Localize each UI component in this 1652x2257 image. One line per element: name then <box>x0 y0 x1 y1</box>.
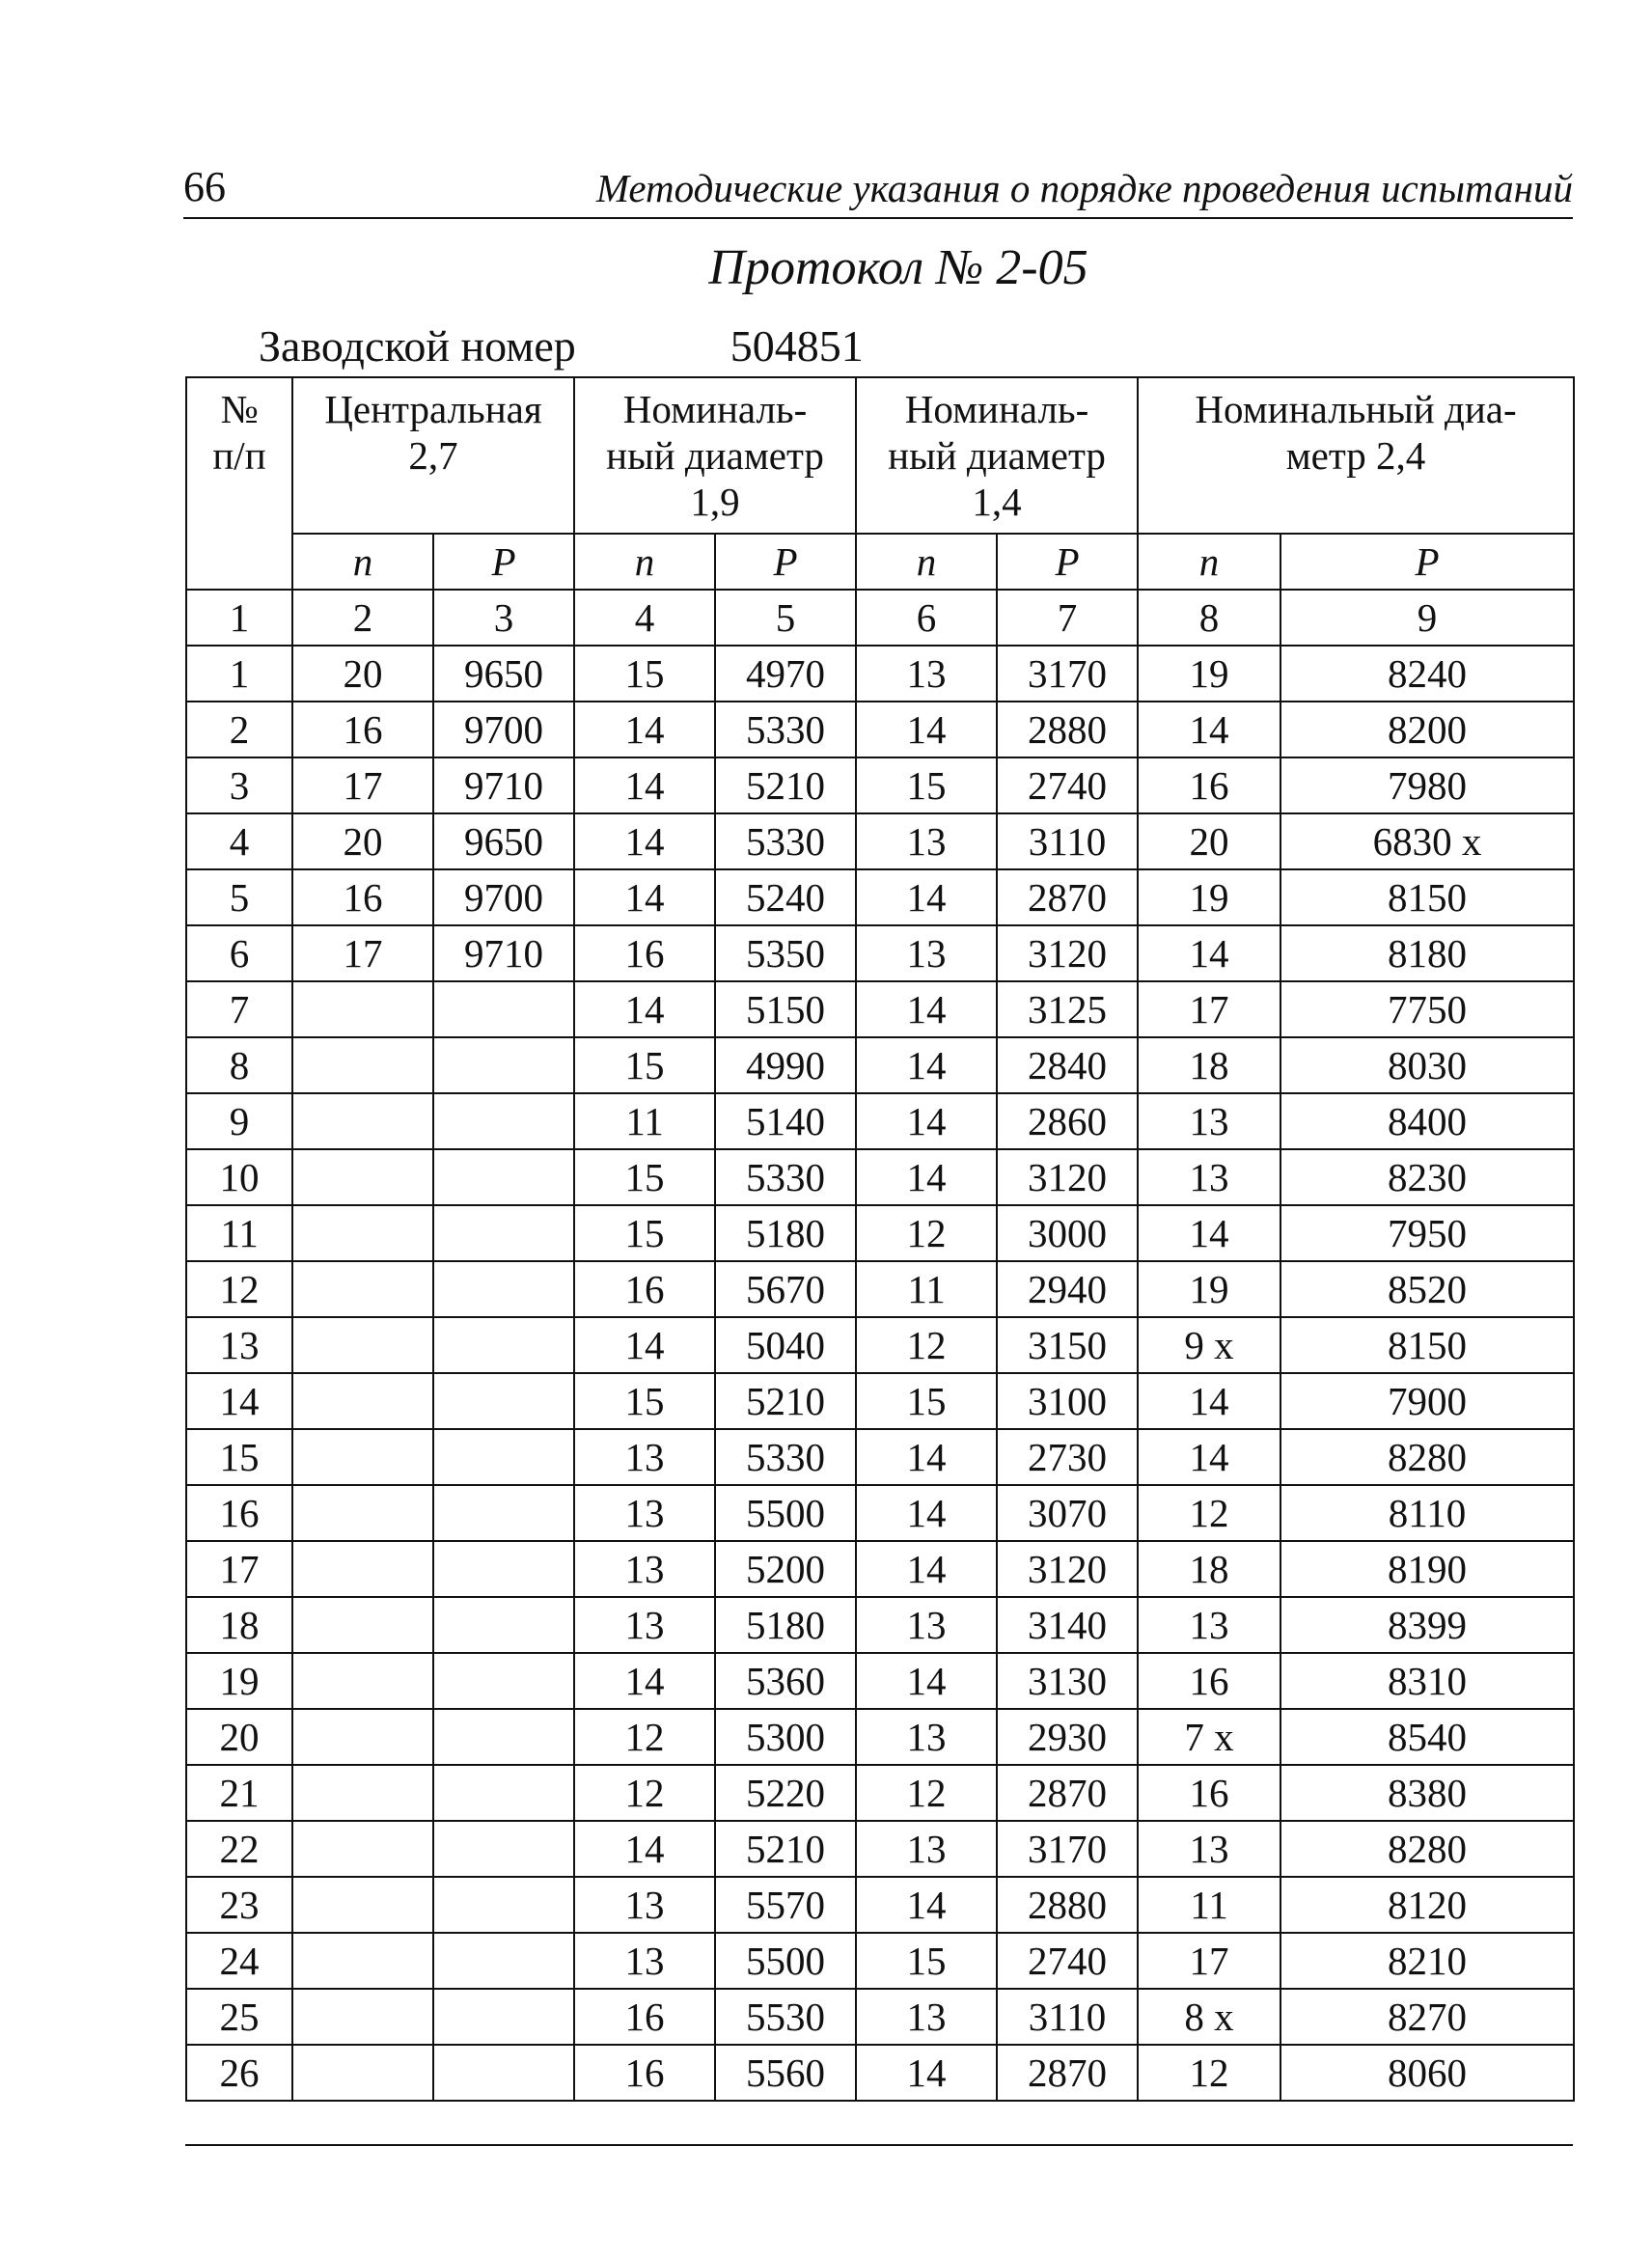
table-cell: 5210 <box>715 1821 856 1877</box>
table-cell: 3120 <box>997 1149 1138 1205</box>
column-number-row <box>186 590 1574 646</box>
table-cell: 5140 <box>715 1093 856 1149</box>
sub-header-p: P <box>715 534 856 590</box>
table-cell: 17 <box>1138 981 1280 1037</box>
table-cell: 8120 <box>1280 1877 1574 1933</box>
column-number: 9 <box>1280 590 1574 646</box>
table-cell: 13 <box>1138 1821 1280 1877</box>
table-cell: 17 <box>292 757 433 813</box>
table-cell: 9710 <box>433 757 574 813</box>
table-cell: 6 <box>186 925 292 981</box>
table-cell <box>433 1821 574 1877</box>
table-cell: 13 <box>1138 1093 1280 1149</box>
table-cell <box>433 1597 574 1653</box>
table-cell: 12 <box>574 1765 715 1821</box>
table-row <box>186 1093 1574 1149</box>
table-cell: 24 <box>186 1933 292 1989</box>
table-cell: 20 <box>292 813 433 869</box>
table-cell: 6830 x <box>1280 813 1574 869</box>
table-cell: 3110 <box>997 1989 1138 2045</box>
table-cell: 14 <box>856 1093 997 1149</box>
table-cell: 19 <box>1138 1261 1280 1317</box>
table-cell: 12 <box>186 1261 292 1317</box>
table-cell: 15 <box>856 757 997 813</box>
table-cell: 13 <box>574 1597 715 1653</box>
table-cell: 8030 <box>1280 1037 1574 1093</box>
table-cell: 9700 <box>433 869 574 925</box>
table-cell: 2870 <box>997 869 1138 925</box>
table-cell: 9700 <box>433 702 574 757</box>
table-cell: 3000 <box>997 1205 1138 1261</box>
table-row <box>186 1653 1574 1709</box>
table-cell: 17 <box>292 925 433 981</box>
table-cell: 14 <box>574 981 715 1037</box>
table-row <box>186 1373 1574 1429</box>
table-cell: 13 <box>856 1597 997 1653</box>
table-cell: 13 <box>1138 1149 1280 1205</box>
table-cell: 11 <box>186 1205 292 1261</box>
table-cell: 14 <box>856 1653 997 1709</box>
header-row-number: № п/п <box>186 377 292 590</box>
table-cell <box>292 1653 433 1709</box>
table-cell <box>292 1989 433 2045</box>
table-cell: 18 <box>186 1597 292 1653</box>
table-cell: 20 <box>292 646 433 702</box>
table-cell: 13 <box>574 1541 715 1597</box>
table-cell: 14 <box>856 1485 997 1541</box>
table-cell: 16 <box>292 702 433 757</box>
table-cell: 15 <box>574 646 715 702</box>
table-row <box>186 981 1574 1037</box>
table-cell <box>433 1541 574 1597</box>
table-cell: 16 <box>1138 1765 1280 1821</box>
table-cell: 14 <box>856 1037 997 1093</box>
table-cell: 14 <box>1138 702 1280 757</box>
table-body <box>186 646 1574 2101</box>
table-row <box>186 1709 1574 1765</box>
table-row <box>186 1149 1574 1205</box>
table-cell: 19 <box>186 1653 292 1709</box>
table-cell <box>292 1821 433 1877</box>
table-row <box>186 646 1574 702</box>
table-cell: 17 <box>186 1541 292 1597</box>
table-cell: 13 <box>574 1933 715 1989</box>
table-row <box>186 1877 1574 1933</box>
table-cell: 4970 <box>715 646 856 702</box>
table-cell: 18 <box>1138 1541 1280 1597</box>
table-cell: 14 <box>574 813 715 869</box>
table-cell: 2870 <box>997 2045 1138 2101</box>
table-cell <box>292 1317 433 1373</box>
table-cell: 3120 <box>997 1541 1138 1597</box>
table-cell: 8520 <box>1280 1261 1574 1317</box>
table-cell: 3130 <box>997 1653 1138 1709</box>
table-cell: 14 <box>574 1317 715 1373</box>
table-cell: 8280 <box>1280 1821 1574 1877</box>
table-cell: 9650 <box>433 813 574 869</box>
table-row <box>186 1933 1574 1989</box>
table-cell: 16 <box>1138 1653 1280 1709</box>
serial-value: 504851 <box>730 321 864 371</box>
table-row <box>186 925 1574 981</box>
sub-header-n: n <box>1138 534 1280 590</box>
table-cell: 8230 <box>1280 1149 1574 1205</box>
table-cell: 3125 <box>997 981 1138 1037</box>
table-cell <box>433 1093 574 1149</box>
serial-label: Заводской номер <box>259 321 576 371</box>
table-row <box>186 1429 1574 1485</box>
table-cell: 16 <box>186 1485 292 1541</box>
table-cell: 2840 <box>997 1037 1138 1093</box>
table-row <box>186 1821 1574 1877</box>
table-cell: 22 <box>186 1821 292 1877</box>
table-cell: 8180 <box>1280 925 1574 981</box>
table-cell <box>433 1653 574 1709</box>
sub-header-n: n <box>292 534 433 590</box>
table-cell: 19 <box>1138 869 1280 925</box>
table-cell: 8540 <box>1280 1709 1574 1765</box>
header-diameter-1-4: Номиналь- ный диаметр 1,4 <box>856 377 1138 534</box>
table-cell: 5300 <box>715 1709 856 1765</box>
table-cell <box>292 1485 433 1541</box>
table-cell: 15 <box>856 1373 997 1429</box>
table-cell: 8380 <box>1280 1765 1574 1821</box>
table-cell: 13 <box>574 1429 715 1485</box>
table-cell <box>292 1877 433 1933</box>
table-cell: 19 <box>1138 646 1280 702</box>
table-cell: 16 <box>574 1261 715 1317</box>
table-cell: 5330 <box>715 1429 856 1485</box>
table-cell <box>292 1149 433 1205</box>
table-cell <box>292 1037 433 1093</box>
table-cell: 2740 <box>997 757 1138 813</box>
table-cell <box>433 1149 574 1205</box>
table-row <box>186 2045 1574 2101</box>
table-cell <box>433 1989 574 2045</box>
table-cell <box>433 1765 574 1821</box>
table-cell: 14 <box>856 2045 997 2101</box>
table-cell: 12 <box>1138 1485 1280 1541</box>
table-cell: 5040 <box>715 1317 856 1373</box>
table-cell: 5200 <box>715 1541 856 1597</box>
table-cell: 7900 <box>1280 1373 1574 1429</box>
table-cell: 9 <box>186 1093 292 1149</box>
table-cell: 2860 <box>997 1093 1138 1149</box>
protocol-title: Протокол № 2-05 <box>708 240 1088 295</box>
table-cell: 7980 <box>1280 757 1574 813</box>
table-cell: 14 <box>856 1877 997 1933</box>
table-cell: 14 <box>1138 925 1280 981</box>
table-cell: 14 <box>1138 1205 1280 1261</box>
table-cell: 14 <box>574 757 715 813</box>
table-cell: 16 <box>574 1989 715 2045</box>
table-row <box>186 1541 1574 1597</box>
table-cell: 16 <box>1138 757 1280 813</box>
table-cell: 15 <box>574 1037 715 1093</box>
table-cell: 8400 <box>1280 1093 1574 1149</box>
table-cell: 15 <box>574 1149 715 1205</box>
table-cell: 5330 <box>715 813 856 869</box>
table-cell: 20 <box>186 1709 292 1765</box>
table-cell: 9650 <box>433 646 574 702</box>
table-cell: 3170 <box>997 1821 1138 1877</box>
sub-header-n: n <box>856 534 997 590</box>
table-row <box>186 1205 1574 1261</box>
page-header <box>183 159 1573 219</box>
table-cell <box>292 1205 433 1261</box>
running-title: Методические указания о порядке проведения испытаний <box>595 166 1573 210</box>
table-cell: 13 <box>1138 1597 1280 1653</box>
table-cell: 2730 <box>997 1429 1138 1485</box>
table-cell: 7 x <box>1138 1709 1280 1765</box>
table-cell: 13 <box>856 1709 997 1765</box>
table-cell <box>292 1373 433 1429</box>
table-cell: 8310 <box>1280 1653 1574 1709</box>
table-cell: 5560 <box>715 2045 856 2101</box>
table-cell <box>433 2045 574 2101</box>
table-cell: 3110 <box>997 813 1138 869</box>
table-cell: 14 <box>574 1653 715 1709</box>
table-cell: 14 <box>574 869 715 925</box>
table-cell <box>292 1933 433 1989</box>
table-cell: 20 <box>1138 813 1280 869</box>
table-cell: 5240 <box>715 869 856 925</box>
table-row <box>186 869 1574 925</box>
table-cell: 15 <box>856 1933 997 1989</box>
table-cell: 8399 <box>1280 1597 1574 1653</box>
table-cell <box>292 2045 433 2101</box>
group-header-row <box>186 377 1574 534</box>
table-cell: 8150 <box>1280 869 1574 925</box>
table-cell: 5530 <box>715 1989 856 2045</box>
table-cell: 16 <box>574 2045 715 2101</box>
table-cell: 3100 <box>997 1373 1138 1429</box>
table-cell: 8210 <box>1280 1933 1574 1989</box>
table-cell <box>433 1933 574 1989</box>
table-cell: 2880 <box>997 1877 1138 1933</box>
table-cell: 14 <box>856 1541 997 1597</box>
table-cell <box>292 1709 433 1765</box>
table-cell: 8110 <box>1280 1485 1574 1541</box>
table-cell: 13 <box>186 1317 292 1373</box>
table-cell: 8280 <box>1280 1429 1574 1485</box>
table-cell: 8 <box>186 1037 292 1093</box>
table-cell: 11 <box>856 1261 997 1317</box>
table-cell: 4 <box>186 813 292 869</box>
sub-header-p: P <box>997 534 1138 590</box>
table-cell: 3 <box>186 757 292 813</box>
table-cell: 21 <box>186 1765 292 1821</box>
sub-header-n: n <box>574 534 715 590</box>
table-cell: 11 <box>1138 1877 1280 1933</box>
table-row <box>186 1597 1574 1653</box>
page-number: 66 <box>183 163 226 210</box>
table-cell: 5 <box>186 869 292 925</box>
table-cell <box>292 1765 433 1821</box>
column-number: 1 <box>186 590 292 646</box>
sub-header-p: P <box>433 534 574 590</box>
table-cell: 5150 <box>715 981 856 1037</box>
table-cell: 5220 <box>715 1765 856 1821</box>
table-cell: 14 <box>856 981 997 1037</box>
table-cell: 14 <box>186 1373 292 1429</box>
table-cell: 13 <box>856 1821 997 1877</box>
table-cell: 8240 <box>1280 646 1574 702</box>
table-cell <box>292 1541 433 1597</box>
table-cell: 5330 <box>715 702 856 757</box>
table-cell: 3170 <box>997 646 1138 702</box>
serial-line <box>259 318 864 374</box>
table-cell: 5500 <box>715 1933 856 1989</box>
table-cell: 23 <box>186 1877 292 1933</box>
table-cell: 5670 <box>715 1261 856 1317</box>
table-cell: 5330 <box>715 1149 856 1205</box>
table-cell: 2930 <box>997 1709 1138 1765</box>
table-cell: 14 <box>1138 1373 1280 1429</box>
table-cell <box>292 1261 433 1317</box>
table-cell <box>433 1261 574 1317</box>
table-cell: 1 <box>186 646 292 702</box>
header-central: Центральная 2,7 <box>292 377 574 534</box>
table-cell <box>292 1597 433 1653</box>
table-cell <box>433 1205 574 1261</box>
table-cell: 14 <box>1138 1429 1280 1485</box>
table-row <box>186 1261 1574 1317</box>
table-cell: 13 <box>856 1989 997 2045</box>
table-cell: 14 <box>856 1149 997 1205</box>
table-cell: 7750 <box>1280 981 1574 1037</box>
table-cell <box>292 981 433 1037</box>
footer-rule <box>185 2144 1573 2146</box>
table-cell: 13 <box>574 1485 715 1541</box>
table-cell: 3140 <box>997 1597 1138 1653</box>
table-cell <box>433 1877 574 1933</box>
sub-header-row <box>186 534 1574 590</box>
table-row <box>186 813 1574 869</box>
table-cell: 3120 <box>997 925 1138 981</box>
table-row <box>186 702 1574 757</box>
table-cell: 12 <box>856 1317 997 1373</box>
table-cell: 13 <box>856 646 997 702</box>
table-cell <box>433 1037 574 1093</box>
table-cell: 14 <box>856 869 997 925</box>
table-cell: 13 <box>856 925 997 981</box>
table-cell: 8270 <box>1280 1989 1574 2045</box>
header-diameter-2-4: Номинальный диа- метр 2,4 <box>1138 377 1574 534</box>
table-cell: 8190 <box>1280 1541 1574 1597</box>
table-cell: 8060 <box>1280 2045 1574 2101</box>
table-cell <box>433 981 574 1037</box>
table-cell: 12 <box>574 1709 715 1765</box>
column-number: 6 <box>856 590 997 646</box>
table-cell: 5180 <box>715 1597 856 1653</box>
table-cell: 14 <box>574 702 715 757</box>
table-cell: 2740 <box>997 1933 1138 1989</box>
table-cell: 14 <box>574 1821 715 1877</box>
table-cell: 17 <box>1138 1933 1280 1989</box>
table-cell: 3150 <box>997 1317 1138 1373</box>
header-diameter-1-9: Номиналь- ный диаметр 1,9 <box>574 377 856 534</box>
table-row <box>186 1989 1574 2045</box>
protocol-table <box>185 376 1575 2102</box>
table-cell: 5570 <box>715 1877 856 1933</box>
table-cell: 9710 <box>433 925 574 981</box>
table-cell: 14 <box>856 702 997 757</box>
table-cell: 12 <box>1138 2045 1280 2101</box>
table-cell: 8150 <box>1280 1317 1574 1373</box>
table-cell: 18 <box>1138 1037 1280 1093</box>
table-cell <box>433 1317 574 1373</box>
table-cell: 2870 <box>997 1765 1138 1821</box>
column-number: 4 <box>574 590 715 646</box>
table-row <box>186 1317 1574 1373</box>
table-cell: 5350 <box>715 925 856 981</box>
table-cell: 8 x <box>1138 1989 1280 2045</box>
table-cell: 11 <box>574 1093 715 1149</box>
table-cell: 16 <box>574 925 715 981</box>
table-cell: 2880 <box>997 702 1138 757</box>
table-row <box>186 1037 1574 1093</box>
table-cell: 9 x <box>1138 1317 1280 1373</box>
table-cell: 13 <box>856 813 997 869</box>
table-cell: 10 <box>186 1149 292 1205</box>
table-cell: 12 <box>856 1765 997 1821</box>
table-cell: 7 <box>186 981 292 1037</box>
table-cell: 3070 <box>997 1485 1138 1541</box>
column-number: 7 <box>997 590 1138 646</box>
table-cell: 12 <box>856 1205 997 1261</box>
table-cell: 7950 <box>1280 1205 1574 1261</box>
table-cell <box>292 1429 433 1485</box>
sub-header-p: P <box>1280 534 1574 590</box>
table-cell: 5210 <box>715 1373 856 1429</box>
table-cell: 5180 <box>715 1205 856 1261</box>
table-cell: 13 <box>574 1877 715 1933</box>
table-cell: 5500 <box>715 1485 856 1541</box>
table-cell: 5210 <box>715 757 856 813</box>
column-number: 3 <box>433 590 574 646</box>
table-cell <box>433 1429 574 1485</box>
table-row <box>186 1765 1574 1821</box>
table-cell: 16 <box>292 869 433 925</box>
table-cell <box>433 1485 574 1541</box>
table-cell <box>433 1709 574 1765</box>
table-cell: 15 <box>574 1373 715 1429</box>
table-cell <box>433 1373 574 1429</box>
column-number: 2 <box>292 590 433 646</box>
table-cell: 5360 <box>715 1653 856 1709</box>
table-cell: 4990 <box>715 1037 856 1093</box>
column-number: 8 <box>1138 590 1280 646</box>
table-cell: 15 <box>574 1205 715 1261</box>
table-cell: 25 <box>186 1989 292 2045</box>
table-cell: 15 <box>186 1429 292 1485</box>
table-cell: 8200 <box>1280 702 1574 757</box>
table-cell: 14 <box>856 1429 997 1485</box>
table-cell: 26 <box>186 2045 292 2101</box>
table-cell <box>292 1093 433 1149</box>
column-number: 5 <box>715 590 856 646</box>
table-row <box>186 1485 1574 1541</box>
table-cell: 2940 <box>997 1261 1138 1317</box>
table-row <box>186 757 1574 813</box>
table-cell: 2 <box>186 702 292 757</box>
